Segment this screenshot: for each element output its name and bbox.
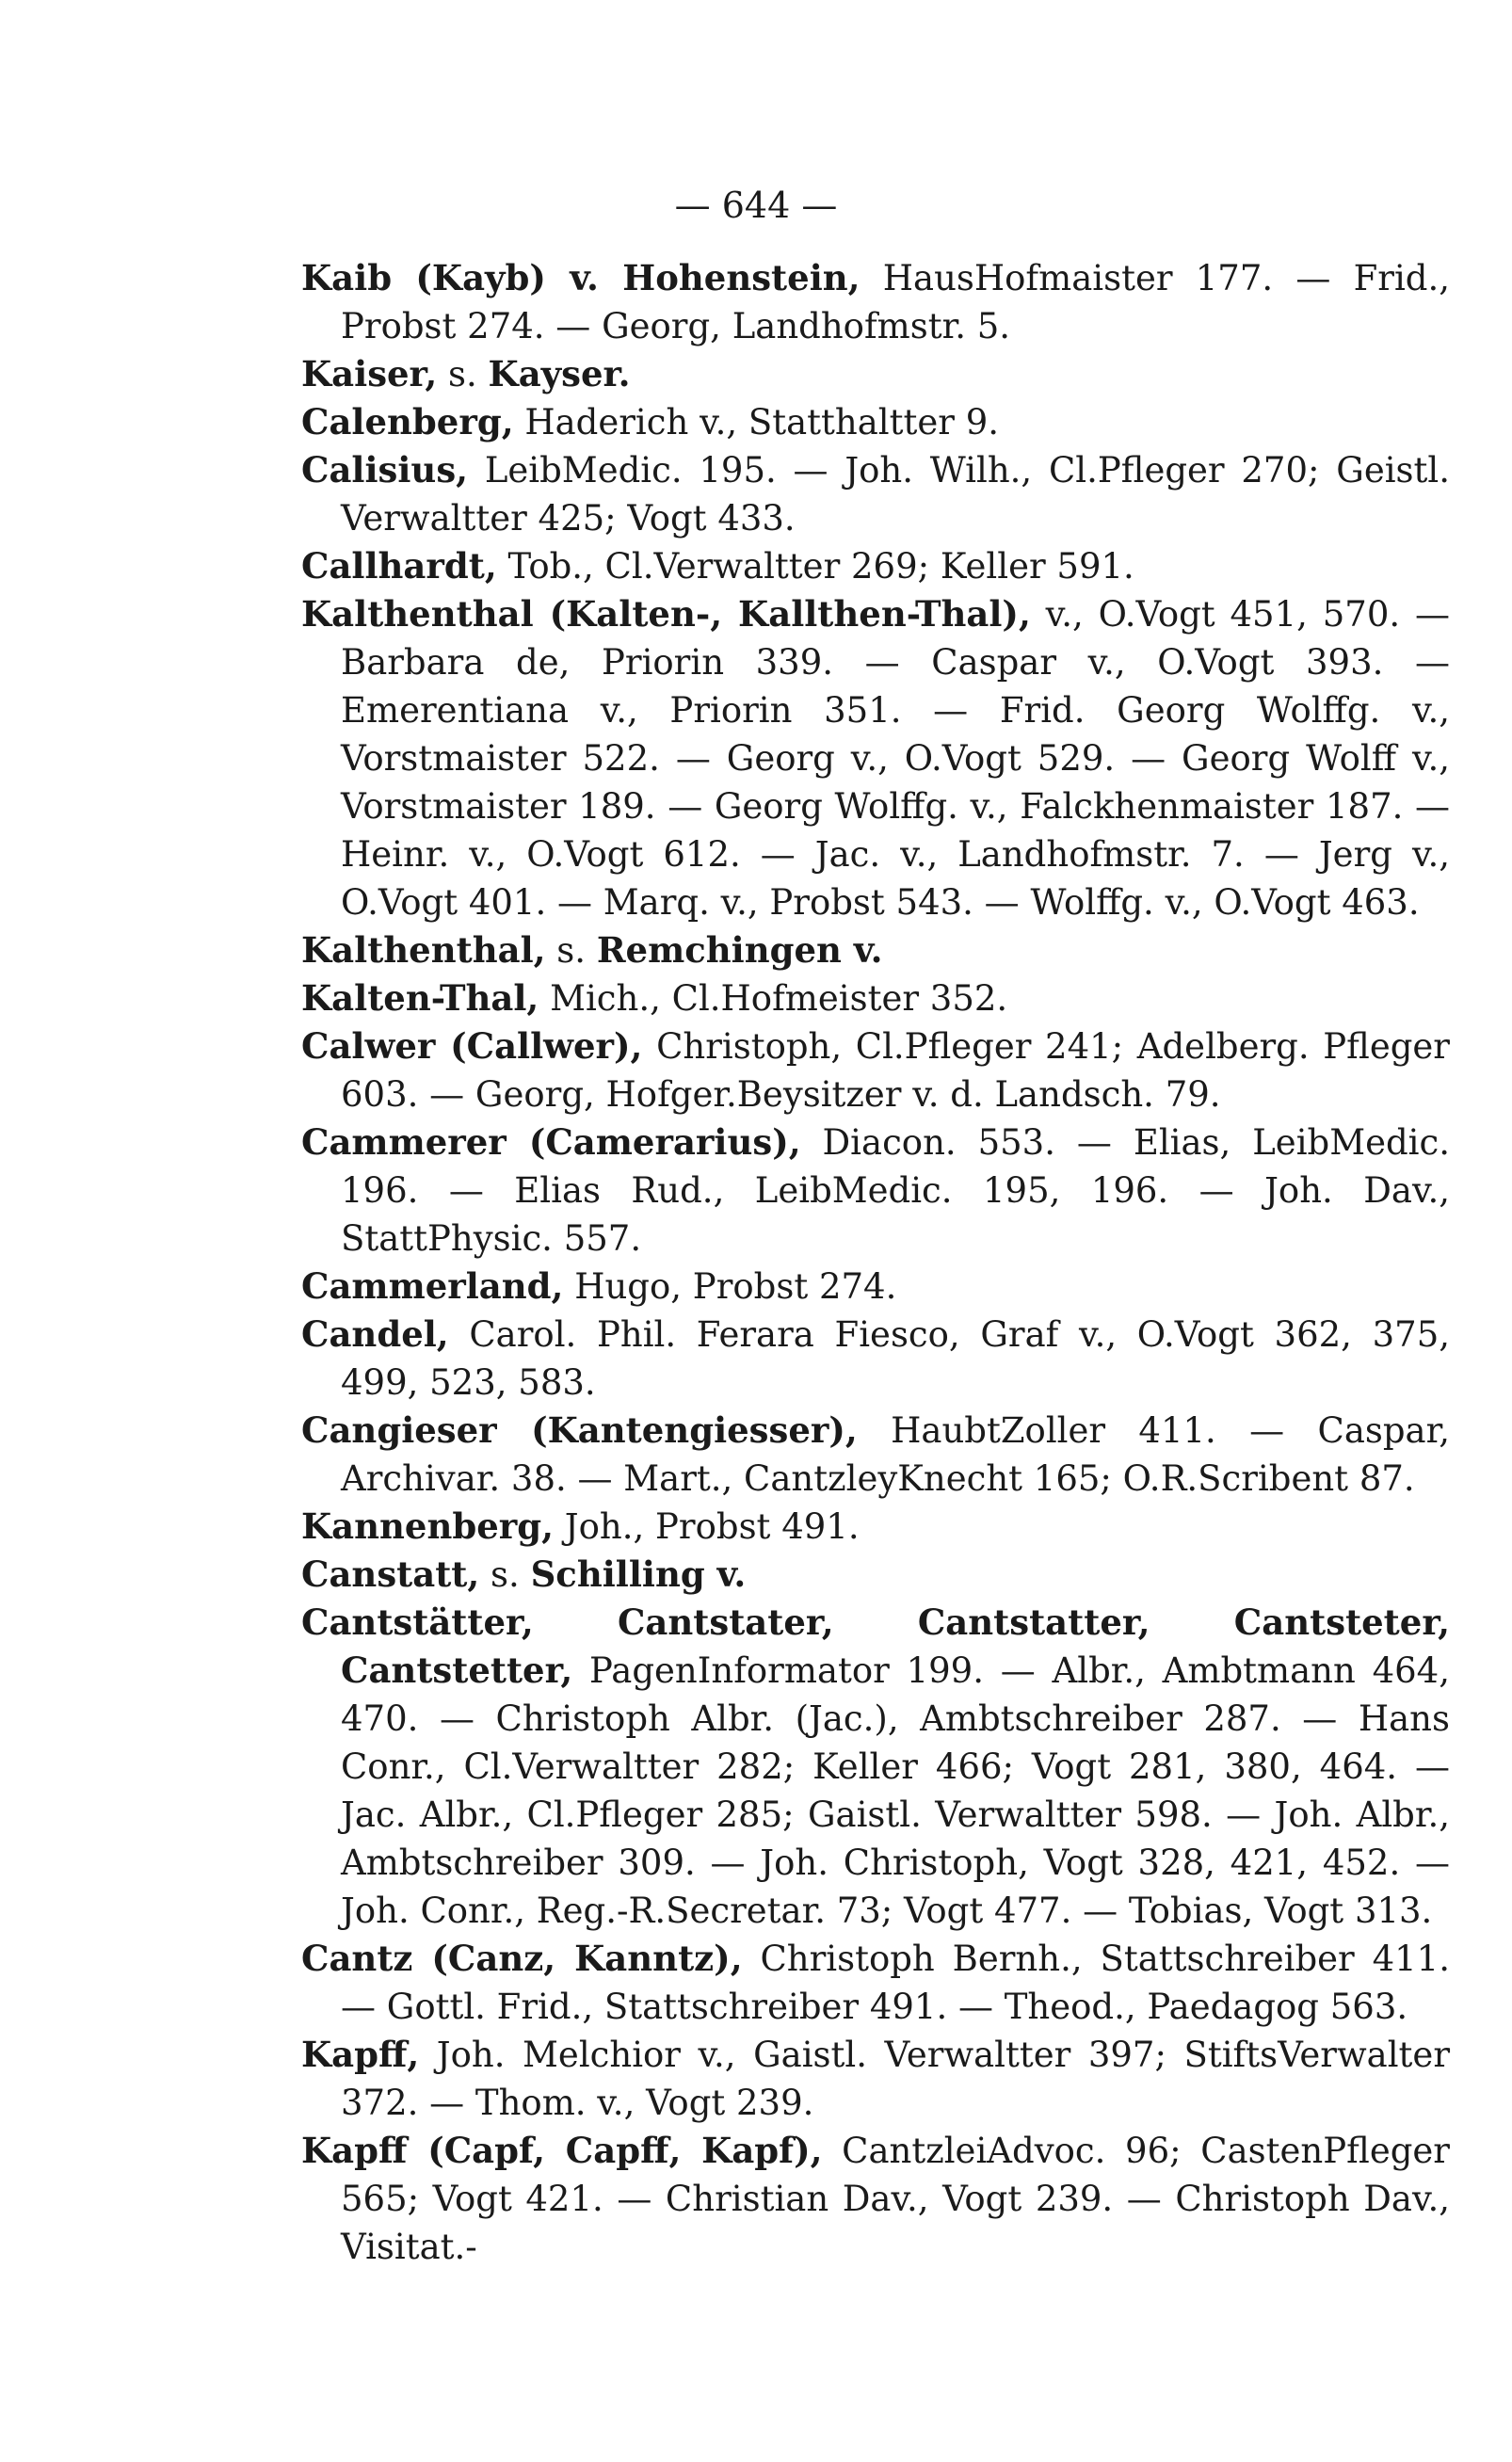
entry-text: PagenInformator 199. — Albr., Ambtmann 464, 470. — Christoph Albr. (Jac.), Ambtschreiber 287. — Hans Conr., Cl.Verwaltter 282; Keller 466; Vogt 281, 380, 464. — Jac. Albr., Cl.Pfleger 285; Gaistl. Verwaltter 598. — Joh. Albr., Ambtschreiber 309. — Joh. Christoph, Vogt 328, 421, 452. — Joh. Conr., Reg.-R.Secretar. 73; Vogt 477. — Tobias, Vogt 313. xyxy=(341,1650,1450,1931)
entry-heading: Calisius, xyxy=(301,449,469,491)
entry-heading: Cammerer (Camerarius), xyxy=(301,1121,801,1163)
entry-heading: Kaiser, xyxy=(301,353,438,394)
index-entry xyxy=(301,590,1450,926)
index-entry xyxy=(301,398,1450,446)
entry-text: Tob., Cl.Verwaltter 269; Keller 591. xyxy=(496,546,1134,587)
index-entries xyxy=(301,254,1450,2271)
entry-heading: Calenberg, xyxy=(301,401,514,443)
index-entry xyxy=(301,1599,1450,1935)
entry-text: s. xyxy=(479,1554,531,1595)
entry-text: LeibMedic. 195. — Joh. Wilh., Cl.Pfleger 270; Geistl. Verwaltter 425; Vogt 433. xyxy=(341,450,1450,539)
index-entry xyxy=(301,1551,1450,1599)
index-entry xyxy=(301,1503,1450,1551)
entry-heading: Cammerland, xyxy=(301,1265,564,1307)
entry-crossref: Kayser. xyxy=(488,353,631,394)
index-entry xyxy=(301,2127,1450,2271)
index-entry xyxy=(301,1935,1450,2031)
entry-text: Joh. Melchior v., Gaistl. Verwaltter 397; StiftsVerwalter 372. — Thom. v., Vogt 239. xyxy=(341,2035,1450,2123)
index-entry xyxy=(301,1311,1450,1407)
entry-text: Carol. Phil. Ferara Fiesco, Graf v., O.Vogt 362, 375, 499, 523, 583. xyxy=(341,1314,1450,1403)
index-entry xyxy=(301,254,1450,350)
entry-heading: Kalthenthal, xyxy=(301,929,546,971)
entry-heading: Callhardt, xyxy=(301,545,497,587)
entry-heading: Candel, xyxy=(301,1313,449,1355)
entry-text: Diacon. 553. — Elias, LeibMedic. 196. — Elias Rud., LeibMedic. 195, 196. — Joh. Dav., StattPhysic. 557. xyxy=(341,1122,1450,1259)
entry-heading: Kannenberg, xyxy=(301,1505,555,1547)
entry-text: Joh., Probst 491. xyxy=(554,1506,860,1547)
index-entry xyxy=(301,974,1450,1022)
entry-heading: Calwer (Callwer), xyxy=(301,1025,643,1067)
index-entry xyxy=(301,542,1450,590)
page-number: — 644 — xyxy=(674,185,838,226)
entry-text: HaubtZoller 411. — Caspar, Archivar. 38. — Mart., CantzleyKnecht 165; O.R.Scribent 87. xyxy=(341,1410,1450,1499)
entry-text: Hugo, Probst 274. xyxy=(563,1266,897,1307)
entry-heading: Canstatt, xyxy=(301,1553,480,1595)
entry-heading: Kapff, xyxy=(301,2034,420,2075)
entry-text: Mich., Cl.Hofmeister 352. xyxy=(539,978,1008,1019)
index-entry xyxy=(301,1263,1450,1311)
entry-crossref: Remchingen v. xyxy=(596,929,883,971)
index-entry xyxy=(301,2031,1450,2127)
index-entry xyxy=(301,446,1450,542)
entry-text: HausHofmaister 177. — Frid., Probst 274. — Georg, Landhofmstr. 5. xyxy=(341,258,1450,346)
entry-heading: Cantstätter, Cantstater, Cantstatter, Cantsteter, Cantstetter, xyxy=(301,1601,1450,1691)
entry-heading: Kalthenthal (Kalten-, Kallthen-Thal), xyxy=(301,593,1031,635)
entry-text: Haderich v., Statthaltter 9. xyxy=(513,402,999,443)
entry-text: s. xyxy=(545,930,597,971)
entry-text: s. xyxy=(437,354,489,394)
entry-heading: Kalten-Thal, xyxy=(301,977,539,1019)
index-entry xyxy=(301,926,1450,974)
entry-text: CantzleiAdvoc. 96; CastenPfleger 565; Vogt 421. — Christian Dav., Vogt 239. — Christoph Dav., Visitat.- xyxy=(341,2131,1450,2267)
entry-heading: Cangieser (Kantengiesser), xyxy=(301,1409,858,1451)
entry-heading: Kapff (Capf, Capff, Kapf), xyxy=(301,2130,823,2171)
index-entry xyxy=(301,1022,1450,1118)
entry-crossref: Schilling v. xyxy=(530,1553,747,1595)
entry-heading: Cantz (Canz, Kanntz), xyxy=(301,1938,743,1979)
index-entry xyxy=(301,350,1450,398)
index-entry xyxy=(301,1407,1450,1503)
entry-heading: Kaib (Kayb) v. Hohenstein, xyxy=(301,257,861,298)
entry-text: Christoph, Cl.Pfleger 241; Adelberg. Pfleger 603. — Georg, Hofger.Beysitzer v. d. Landsch. 79. xyxy=(341,1026,1450,1115)
index-entry xyxy=(301,1118,1450,1263)
entry-text: Christoph Bernh., Stattschreiber 411. — Gottl. Frid., Stattschreiber 491. — Theod., Paedagog 563. xyxy=(341,1939,1450,2027)
entry-text: v., O.Vogt 451, 570. — Barbara de, Priorin 339. — Caspar v., O.Vogt 393. — Emerentiana v., Priorin 351. — Frid. Georg Wolffg. v., Vorstmaister 522. — Georg v., O.Vogt 529. — Georg Wolff v., Vorstmaister 189. — Georg Wolffg. v., Falckhenmaister 187. — Heinr. v., O.Vogt 612. — Jac. v., Landhofmstr. 7. — Jerg v., O.Vogt 401. — Marq. v., Probst 543. — Wolffg. v., O.Vogt 463. xyxy=(341,594,1450,923)
